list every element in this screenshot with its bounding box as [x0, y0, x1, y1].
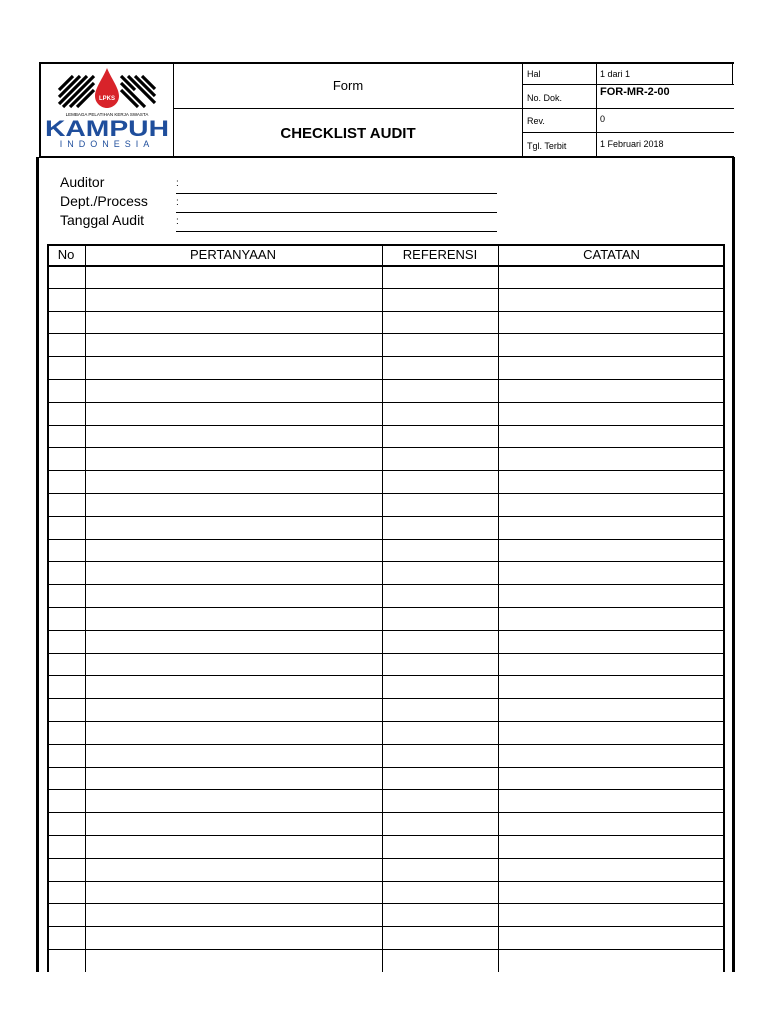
table-row[interactable] [47, 313, 724, 334]
column-header-pertanyaan: PERTANYAAN [190, 247, 276, 262]
table-row[interactable] [47, 883, 724, 904]
frame-left-border [36, 157, 39, 972]
column-header-no: No [57, 247, 75, 262]
table-row[interactable] [47, 928, 724, 949]
table-row-line [47, 812, 724, 813]
svg-text:LEMBAGA PELATIHAN KERJA SWASTA: LEMBAGA PELATIHAN KERJA SWASTA [65, 112, 149, 117]
meta-value-rev: 0 [600, 114, 606, 124]
table-row[interactable] [47, 267, 724, 288]
table-row-line [47, 926, 724, 927]
header-divider-form-title [174, 108, 522, 109]
auditor-field[interactable] [176, 193, 497, 194]
table-row-line [47, 698, 724, 699]
table-row[interactable] [47, 791, 724, 812]
dept-process-label: Dept./Process [60, 193, 148, 209]
table-row[interactable] [47, 335, 724, 356]
meta-row-divider-2 [523, 108, 734, 109]
table-row[interactable] [47, 837, 724, 858]
meta-value-no-dok: FOR-MR-2-00 [600, 86, 670, 98]
header-border-left [39, 62, 41, 158]
table-row-line [47, 835, 724, 836]
table-row-line [47, 379, 724, 380]
table-row[interactable] [47, 905, 724, 926]
table-row-line [47, 949, 724, 950]
table-row-line [47, 356, 724, 357]
svg-text:LPKS: LPKS [98, 96, 116, 102]
table-row[interactable] [47, 723, 724, 744]
table-row[interactable] [47, 677, 724, 698]
auditor-label: Auditor [60, 174, 105, 190]
table-row[interactable] [47, 449, 724, 470]
column-header-catatan: CATATAN [583, 247, 640, 262]
table-row-line [47, 881, 724, 882]
table-row-line [47, 539, 724, 540]
table-row[interactable] [47, 700, 724, 721]
table-row[interactable] [47, 358, 724, 379]
document-title: CHECKLIST AUDIT [280, 125, 416, 142]
table-row[interactable] [47, 541, 724, 562]
table-row-line [47, 653, 724, 654]
table-row-line [47, 516, 724, 517]
table-row-line [47, 744, 724, 745]
table-border-top [47, 244, 724, 246]
table-row[interactable] [47, 860, 724, 881]
header-divider-meta [522, 62, 523, 158]
dept-process-colon: : [176, 197, 179, 208]
kampuh-logo [43, 66, 171, 154]
table-row[interactable] [47, 769, 724, 790]
header-divider-meta-values [596, 62, 597, 158]
table-row[interactable] [47, 495, 724, 516]
svg-text:KAMPUH: KAMPUH [45, 116, 169, 141]
tanggal-audit-field[interactable] [176, 231, 497, 232]
meta-right-edge-top [732, 62, 733, 84]
meta-key-rev: Rev. [527, 116, 545, 126]
table-row[interactable] [47, 586, 724, 607]
table-row[interactable] [47, 518, 724, 539]
table-row[interactable] [47, 609, 724, 630]
table-row-line [47, 584, 724, 585]
column-header-referensi: REFERENSI [402, 247, 478, 262]
frame-right-border [732, 157, 735, 972]
form-label: Form [332, 77, 364, 93]
meta-key-no-dok: No. Dok. [527, 93, 563, 103]
table-row-line [47, 425, 724, 426]
meta-key-tgl-terbit: Tgl. Terbit [527, 141, 567, 151]
table-row[interactable] [47, 472, 724, 493]
table-row[interactable] [47, 746, 724, 767]
table-row-line [47, 607, 724, 608]
table-row-line [47, 470, 724, 471]
table-row[interactable] [47, 814, 724, 835]
auditor-colon: : [176, 178, 179, 189]
table-row-line [47, 402, 724, 403]
meta-value-hal: 1 dari 1 [600, 69, 631, 79]
table-row-line [47, 858, 724, 859]
svg-text:INDONESIA: INDONESIA [59, 139, 155, 149]
kampuh-logo-graphic [43, 66, 171, 154]
tanggal-audit-colon: : [176, 216, 179, 227]
table-row-line [47, 311, 724, 312]
tanggal-audit-label: Tanggal Audit [60, 212, 145, 228]
table-row[interactable] [47, 563, 724, 584]
table-row[interactable] [47, 404, 724, 425]
meta-value-tgl-terbit: 1 Februari 2018 [600, 139, 664, 149]
table-row[interactable] [47, 632, 724, 653]
table-row-line [47, 630, 724, 631]
table-row[interactable] [47, 290, 724, 311]
table-row[interactable] [47, 381, 724, 402]
table-row[interactable] [47, 427, 724, 448]
meta-key-hal: Hal [527, 69, 541, 79]
table-row-line [47, 493, 724, 494]
table-row-line [47, 767, 724, 768]
table-row-line [47, 288, 724, 289]
table-row[interactable] [47, 655, 724, 676]
table-row-line [47, 721, 724, 722]
dept-process-field[interactable] [176, 212, 497, 213]
